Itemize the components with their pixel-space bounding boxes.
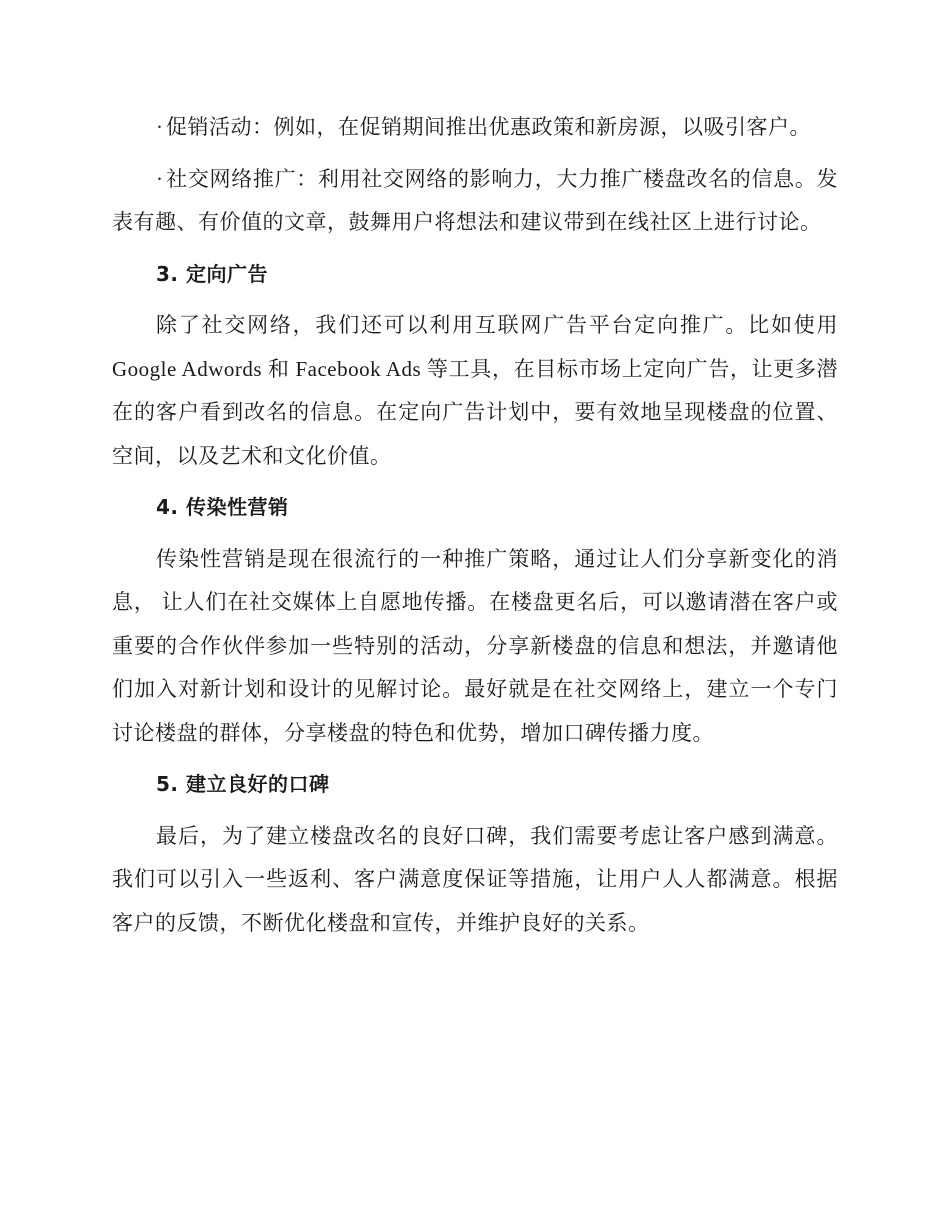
document-body (112, 106, 838, 953)
section-paragraph-viral-marketing: 传染性营销是现在很流行的一种推广策略，通过让人们分享新变化的消息， 让人们在社交媒体上自愿地传播。在楼盘更名后，可以邀请潜在客户或重要的合作伙伴参加一些特别的活动，分享新楼盘的信息和想法，并邀请他们加入对新计划和设计的见解讨论。最好就是在社交网络上，建立一个专门讨论楼盘的群体，分享楼盘的特色和优势，增加口碑传播力度。 (112, 546, 838, 745)
section-heading-reputation: 5. 建立良好的口碑 (156, 772, 330, 796)
bullet-promotion (112, 106, 838, 150)
section-paragraph-reputation: 最后，为了建立楼盘改名的良好口碑，我们需要考虑让客户感到满意。我们可以引入一些返利、客户满意度保证等措施，让用户人人都满意。根据客户的反馈，不断优化楼盘和宣传，并维护良好的关系。 (112, 823, 838, 935)
bullet-mark: · (156, 166, 164, 191)
bullet-text: 社交网络推广：利用社交网络的影响力，大力推广楼盘改名的信息。发表有趣、有价值的文章，鼓舞用户将想法和建议带到在线社区上进行讨论。 (112, 166, 838, 234)
section-heading-viral-marketing: 4. 传染性营销 (156, 495, 289, 519)
section-heading-targeted-ads: 3. 定向广告 (156, 261, 268, 286)
bullet-text: 促销活动：例如，在促销期间推出优惠政策和新房源，以吸引客户。 (166, 115, 811, 139)
bullet-mark: · (156, 115, 164, 139)
bullet-social-network (112, 158, 838, 245)
section-paragraph-targeted-ads: 除了社交网络，我们还可以利用互联网广告平台定向推广。比如使用Google Adwords 和 Facebook Ads 等工具，在目标市场上定向广告，让更多潜在的客户看到改名的信息。在定向广告计划中，要有效地呈现楼盘的位置、空间，以及艺术和文化价值。 (112, 313, 838, 468)
